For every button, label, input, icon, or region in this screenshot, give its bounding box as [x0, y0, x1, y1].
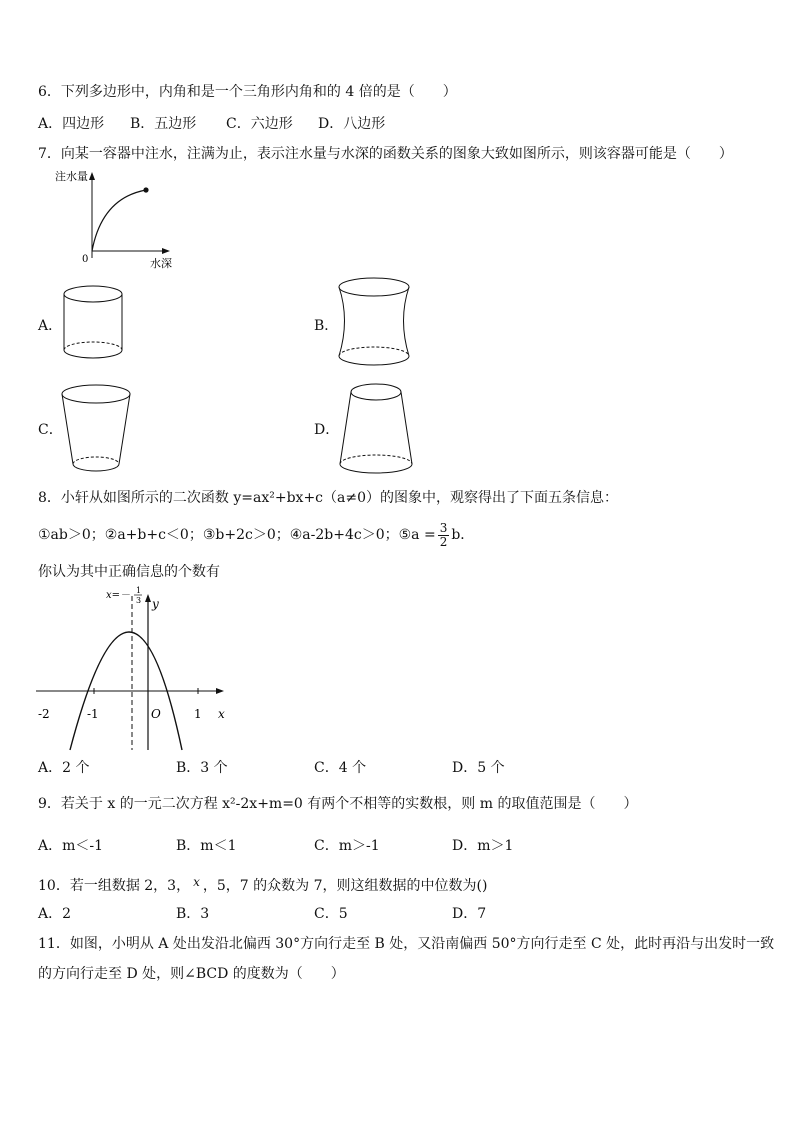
q9-stem: 9．若关于 x 的一元二次方程 x²-2x+m=0 有两个不相等的实数根，则 m 的取值范围是（ ）: [38, 796, 638, 812]
q7-origin: 0: [82, 254, 89, 265]
q7-option-c: C．: [38, 422, 63, 438]
q10-stem-a: 10．若一组数据 2，3，: [38, 878, 191, 894]
q8-info: [38, 518, 474, 552]
q7-container-a-cylinder: [60, 282, 126, 362]
q8-option-a: A．2 个: [38, 760, 90, 776]
q8-axis-num: 1: [136, 586, 142, 595]
q10-option-a: A．2: [38, 906, 72, 922]
q7-container-d-inverted-cup: [334, 380, 418, 478]
q7-option-b: B．: [314, 318, 339, 334]
q7-xlabel: 水深: [150, 257, 172, 270]
q7-x-arrow: [162, 248, 170, 254]
q6-option-b: B．五边形: [130, 116, 197, 132]
q6-option-d: D．八边形: [318, 116, 386, 132]
q10-stem-b: ，5，7 的众数为 7，则这组数据的中位数为(): [202, 878, 488, 894]
q8-tick-label-1: 1: [194, 707, 202, 721]
q7-curve: [92, 190, 146, 251]
q6-option-c: C．六边形: [226, 116, 293, 132]
q7-stem: 7．向某一容器中注水，注满为止，表示注水量与水深的函数关系的图象大致如图所示，则该容器可能是（ ）: [38, 146, 733, 162]
q9-option-d: D．m＞1: [452, 838, 514, 854]
q9-option-c: C．m＞-1: [314, 838, 380, 854]
q8-frac-num: 3: [439, 520, 448, 535]
q6-stem: 6．下列多边形中，内角和是一个三角形内角和的 4 倍的是（ ）: [38, 84, 457, 100]
q9-option-a: A．m＜-1: [38, 838, 104, 854]
q10-option-c: C．5: [314, 906, 348, 922]
q8-y-arrow: [145, 594, 151, 602]
q10-stem-x: x: [193, 875, 200, 889]
q11-line2: 的方向行走至 D 处，则∠BCD 的度数为（ ）: [38, 966, 345, 982]
q8-info-tail: b．: [451, 527, 475, 543]
q8-parabola-graph: [34, 584, 234, 754]
q7-endpoint: [143, 187, 148, 192]
q10-option-d: D．7: [452, 906, 487, 922]
q10-option-b: B．3: [176, 906, 210, 922]
q9-option-b: B．m＜1: [176, 838, 237, 854]
q7-function-graph: [50, 168, 190, 272]
q8-option-b: B．3 个: [176, 760, 228, 776]
q7-option-d: D．: [314, 422, 340, 438]
q8-info-text: ①ab＞0；②a+b+c＜0；③b+2c＞0；④a-2b+4c＞0；⑤a =: [38, 527, 436, 543]
q7-y-arrow: [89, 172, 95, 180]
q8-x-label: x: [218, 707, 225, 721]
q8-y-label: y: [152, 597, 159, 611]
q8-option-c: C．4 个: [314, 760, 367, 776]
q10-stem: [38, 872, 487, 896]
q7-container-b-waisted: [334, 274, 414, 370]
q7-container-c-cup: [58, 380, 138, 476]
q7-ylabel: 注水量: [55, 170, 88, 183]
q8-ask: 你认为其中正确信息的个数有: [38, 564, 220, 580]
q6-option-a: A．四边形: [38, 116, 105, 132]
q8-tick-label-m1: -1: [87, 707, 99, 721]
q8-axis-label: x=－: [106, 590, 131, 601]
q8-axis-den: 3: [136, 596, 142, 605]
q8-option-d: D．5 个: [452, 760, 505, 776]
q8-origin-label: O: [151, 707, 161, 721]
q8-frac-den: 2: [439, 534, 448, 549]
q8-x-arrow: [216, 688, 224, 694]
q11-line1: 11．如图，小明从 A 处出发沿北偏西 30°方向行走至 B 处，又沿南偏西 50°方向行走至 C 处，此时再沿与出发时一致: [38, 936, 775, 952]
q7-option-a: A．: [38, 318, 63, 334]
q8-stem: 8．小轩从如图所示的二次函数 y=ax²+bx+c（a≠0）的图象中，观察得出了下面五条信息：: [38, 490, 618, 506]
q8-fraction: [438, 522, 450, 549]
q8-tick-label-m2: -2: [38, 707, 50, 721]
